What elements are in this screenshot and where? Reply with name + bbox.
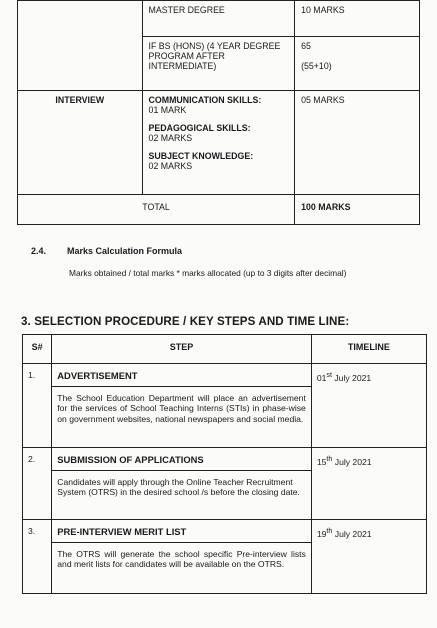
marks-value: 05 MARKS xyxy=(301,95,345,105)
marks-table xyxy=(17,0,420,225)
section-number: 2.4. xyxy=(31,246,47,256)
steps-table xyxy=(22,334,427,594)
table-cell xyxy=(295,37,420,91)
table-row xyxy=(23,448,427,520)
step-number: 2. xyxy=(23,448,52,520)
table-cell xyxy=(18,91,143,195)
timeline-day: 15 xyxy=(316,456,327,467)
timeline-day: 01 xyxy=(316,372,327,383)
sub-criteria-marks: 01 MARK xyxy=(148,105,187,115)
step-title: ADVERTISEMENT xyxy=(52,370,311,387)
step-title: SUBMISSION OF APPLICATIONS xyxy=(52,454,311,471)
step-description: The OTRS will generate the school specific Pre-interview lists and merit lists for candidates will be available on the OTRS. xyxy=(57,549,306,570)
timeline-month: July 2021 xyxy=(334,456,372,467)
criteria-label: MASTER DEGREE xyxy=(148,5,225,15)
table-cell xyxy=(18,1,143,91)
table-cell xyxy=(295,195,420,225)
table-cell xyxy=(18,195,295,225)
table-row xyxy=(18,91,420,195)
category-label: INTERVIEW xyxy=(55,95,105,105)
section-heading: 3. SELECTION PROCEDURE / KEY STEPS AND TIME LINE: xyxy=(21,315,350,328)
column-header-timeline: TIMELINE xyxy=(311,335,426,364)
formula-text: Marks obtained / total marks * marks allocated (up to 3 digits after decimal) xyxy=(69,268,347,278)
timeline-cell xyxy=(311,448,426,520)
table-cell xyxy=(142,37,295,91)
section-heading xyxy=(31,246,182,256)
column-header-step: STEP xyxy=(52,335,312,364)
marks-breakdown: (55+10) xyxy=(301,61,332,71)
timeline-month: July 2021 xyxy=(334,372,372,383)
sub-criteria-marks: 02 MARKS xyxy=(148,133,193,143)
table-cell xyxy=(142,91,295,195)
table-cell xyxy=(295,91,420,195)
step-description: The School Education Department will place an advertisement for the services of School Teaching Interns (STIs) in phase-wise on government websites, national newspapers and social media. xyxy=(57,393,306,424)
timeline-cell xyxy=(311,520,426,594)
sub-criteria-label: PEDAGOGICAL SKILLS: xyxy=(148,123,251,133)
table-row xyxy=(23,520,427,594)
step-title: PRE-INTERVIEW MERIT LIST xyxy=(52,526,311,543)
table-header-row xyxy=(23,335,427,364)
table-row xyxy=(23,364,427,448)
table-row xyxy=(18,195,420,225)
timeline-month: July 2021 xyxy=(334,528,372,539)
timeline-suffix: st xyxy=(326,371,332,379)
step-number: 1. xyxy=(23,364,52,448)
total-label: TOTAL xyxy=(142,202,170,212)
step-cell xyxy=(52,364,312,448)
marks-value: 65 xyxy=(301,41,311,51)
table-cell xyxy=(295,1,420,37)
step-number: 3. xyxy=(23,520,52,594)
timeline-suffix: th xyxy=(326,527,333,535)
timeline-day: 19 xyxy=(316,528,327,539)
table-row xyxy=(18,1,420,37)
step-description: Candidates will apply through the Online Teacher Recruitment System (OTRS) in the desired school /s before the closing date. xyxy=(57,477,300,498)
sub-criteria-label: COMMUNICATION SKILLS: xyxy=(148,95,262,105)
sub-criteria-label: SUBJECT KNOWLEDGE: xyxy=(148,151,254,161)
column-header-sn: S# xyxy=(23,335,52,364)
sub-criteria-marks: 02 MARKS xyxy=(148,161,193,171)
step-cell xyxy=(52,520,312,594)
step-cell xyxy=(52,448,312,520)
timeline-suffix: th xyxy=(326,455,333,463)
criteria-label: IF BS (HONS) (4 YEAR DEGREE PROGRAM AFTER INTERMEDIATE) xyxy=(148,41,281,71)
table-cell xyxy=(142,1,295,37)
total-value: 100 MARKS xyxy=(301,202,351,212)
section-title: Marks Calculation Formula xyxy=(67,246,183,256)
marks-value: 10 MARKS xyxy=(301,5,345,15)
timeline-cell xyxy=(311,364,426,448)
